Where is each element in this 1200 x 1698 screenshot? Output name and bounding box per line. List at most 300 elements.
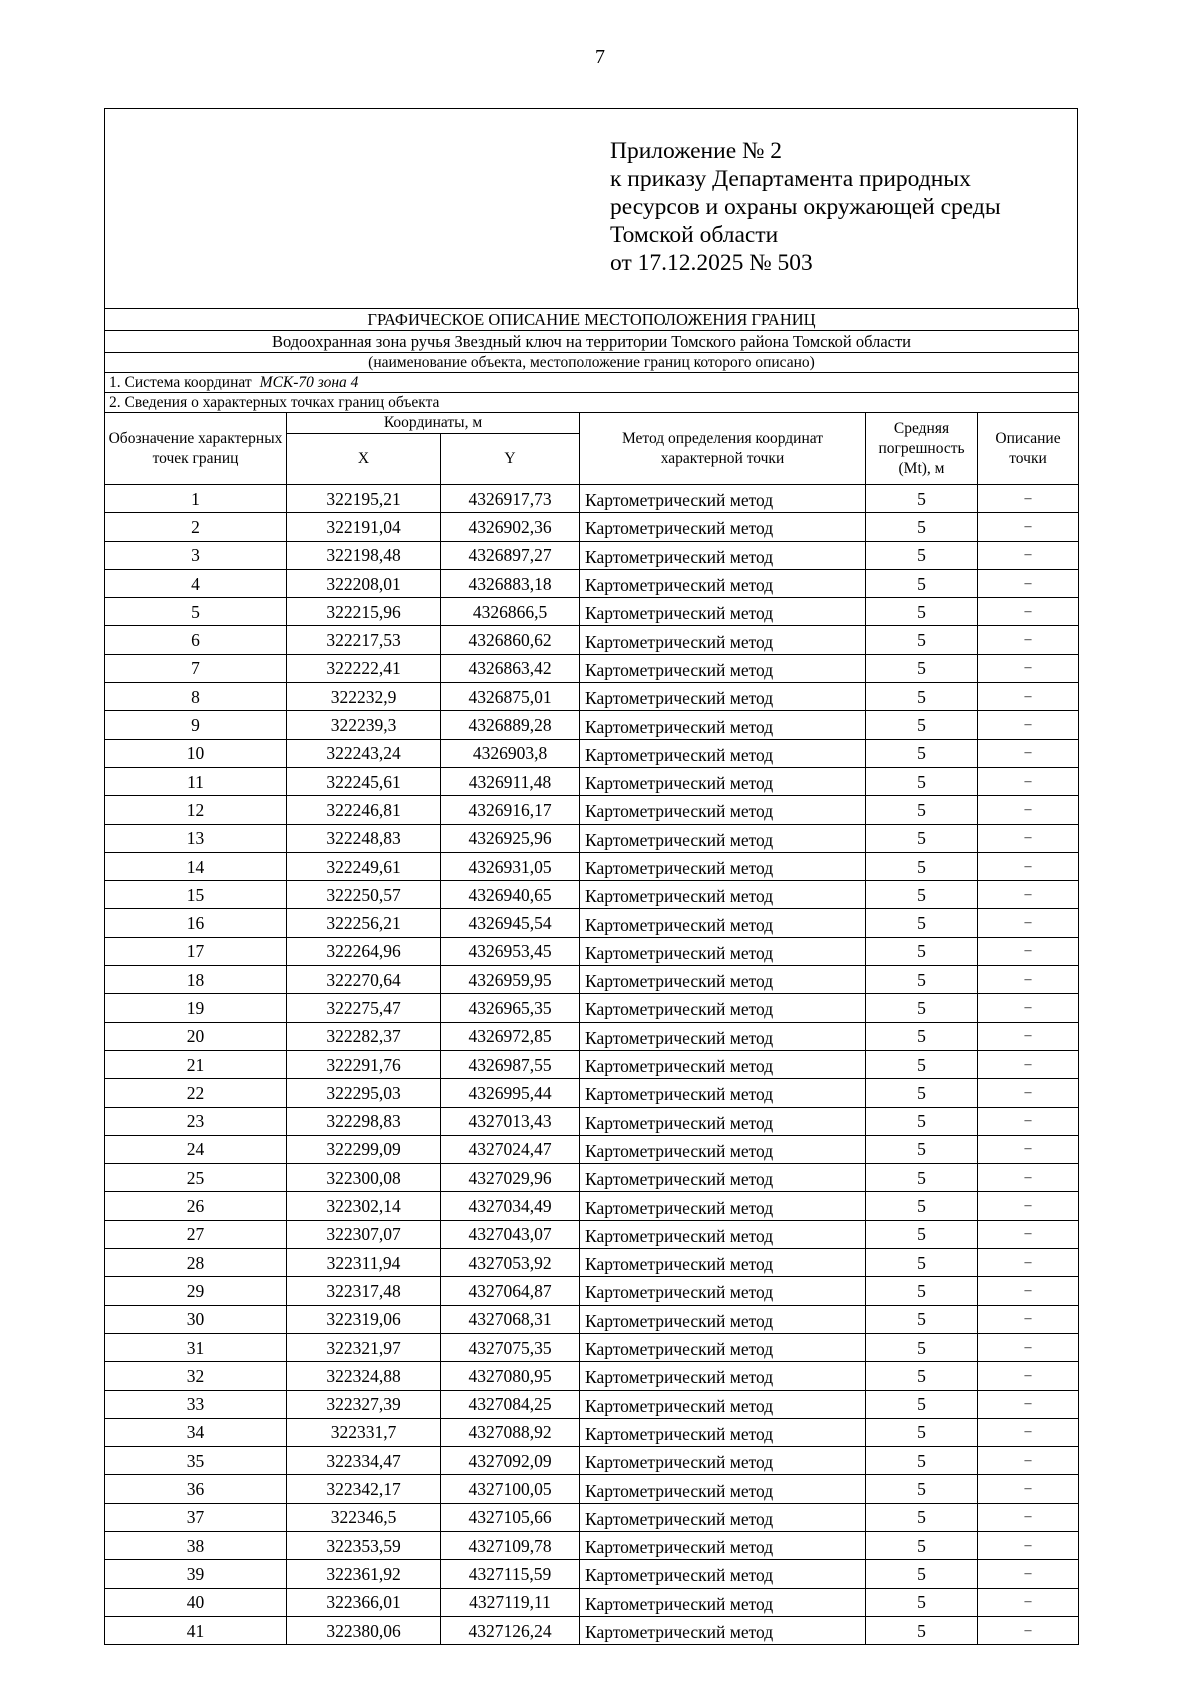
document-frame bbox=[104, 108, 1078, 1645]
table-row bbox=[105, 1079, 1079, 1107]
cell-accuracy: 5 bbox=[866, 654, 978, 682]
cell-description: – bbox=[978, 1616, 1079, 1644]
cell-point-number: 12 bbox=[105, 796, 287, 824]
cell-point-number: 1 bbox=[105, 485, 287, 513]
cell-point-number: 14 bbox=[105, 852, 287, 880]
cell-description: – bbox=[978, 1192, 1079, 1220]
table-row bbox=[105, 1107, 1079, 1135]
object-name-note: (наименование объекта, местоположение границ которого описано) bbox=[105, 353, 1079, 373]
cell-method: Картометрический метод bbox=[580, 1418, 866, 1446]
cell-coord-x: 322275,47 bbox=[287, 994, 441, 1022]
cell-coord-x: 322222,41 bbox=[287, 654, 441, 682]
cell-coord-x: 322249,61 bbox=[287, 852, 441, 880]
approval-line: к приказу Департамента природных bbox=[610, 166, 971, 192]
cell-coord-y: 4327080,95 bbox=[441, 1362, 580, 1390]
cell-point-number: 11 bbox=[105, 767, 287, 795]
cell-point-number: 20 bbox=[105, 1022, 287, 1050]
cell-description: – bbox=[978, 1531, 1079, 1559]
table-row bbox=[105, 824, 1079, 852]
cell-method: Картометрический метод bbox=[580, 1588, 866, 1616]
cell-coord-y: 4327115,59 bbox=[441, 1560, 580, 1588]
cell-accuracy: 5 bbox=[866, 1362, 978, 1390]
cell-coord-x: 322245,61 bbox=[287, 767, 441, 795]
cell-description: – bbox=[978, 1503, 1079, 1531]
cell-description: – bbox=[978, 1475, 1079, 1503]
approval-line: от 17.12.2025 № 503 bbox=[610, 250, 813, 276]
cell-description: – bbox=[978, 598, 1079, 626]
table-row bbox=[105, 1220, 1079, 1248]
boundary-points-table bbox=[104, 308, 1079, 1645]
cell-accuracy: 5 bbox=[866, 626, 978, 654]
cell-coord-y: 4326925,96 bbox=[441, 824, 580, 852]
approval-line: Приложение № 2 bbox=[610, 138, 783, 164]
cell-description: – bbox=[978, 852, 1079, 880]
cell-accuracy: 5 bbox=[866, 1220, 978, 1248]
cell-method: Картометрический метод bbox=[580, 1192, 866, 1220]
cell-point-number: 30 bbox=[105, 1305, 287, 1333]
cell-point-number: 17 bbox=[105, 937, 287, 965]
cell-point-number: 2 bbox=[105, 513, 287, 541]
table-row bbox=[105, 1192, 1079, 1220]
cell-accuracy: 5 bbox=[866, 1531, 978, 1559]
cell-description: – bbox=[978, 1135, 1079, 1163]
cell-method: Картометрический метод bbox=[580, 485, 866, 513]
cell-method: Картометрический метод bbox=[580, 1249, 866, 1277]
cell-point-number: 7 bbox=[105, 654, 287, 682]
table-row bbox=[105, 1305, 1079, 1333]
cell-accuracy: 5 bbox=[866, 1249, 978, 1277]
cell-accuracy: 5 bbox=[866, 909, 978, 937]
cell-coord-y: 4327013,43 bbox=[441, 1107, 580, 1135]
cell-point-number: 41 bbox=[105, 1616, 287, 1644]
cell-coord-x: 322198,48 bbox=[287, 541, 441, 569]
cell-accuracy: 5 bbox=[866, 513, 978, 541]
cell-description: – bbox=[978, 1305, 1079, 1333]
cell-coord-x: 322300,08 bbox=[287, 1164, 441, 1192]
cell-coord-x: 322246,81 bbox=[287, 796, 441, 824]
cell-point-number: 32 bbox=[105, 1362, 287, 1390]
cell-coord-y: 4327029,96 bbox=[441, 1164, 580, 1192]
cell-description: – bbox=[978, 683, 1079, 711]
cell-coord-x: 322319,06 bbox=[287, 1305, 441, 1333]
cell-point-number: 29 bbox=[105, 1277, 287, 1305]
cell-coord-x: 322208,01 bbox=[287, 569, 441, 597]
cell-point-number: 8 bbox=[105, 683, 287, 711]
cell-description: – bbox=[978, 1107, 1079, 1135]
cell-description: – bbox=[978, 966, 1079, 994]
cell-method: Картометрический метод bbox=[580, 654, 866, 682]
cell-coord-y: 4327068,31 bbox=[441, 1305, 580, 1333]
cell-coord-y: 4327024,47 bbox=[441, 1135, 580, 1163]
cell-description: – bbox=[978, 1050, 1079, 1078]
cell-coord-x: 322302,14 bbox=[287, 1192, 441, 1220]
cell-point-number: 25 bbox=[105, 1164, 287, 1192]
cell-coord-x: 322256,21 bbox=[287, 909, 441, 937]
cell-coord-y: 4327105,66 bbox=[441, 1503, 580, 1531]
cell-method: Картометрический метод bbox=[580, 513, 866, 541]
table-row bbox=[105, 1390, 1079, 1418]
cell-method: Картометрический метод bbox=[580, 711, 866, 739]
table-row bbox=[105, 1616, 1079, 1644]
table-row bbox=[105, 1249, 1079, 1277]
cell-accuracy: 5 bbox=[866, 1333, 978, 1361]
table-row bbox=[105, 852, 1079, 880]
cell-coord-y: 4326902,36 bbox=[441, 513, 580, 541]
cell-coord-y: 4327088,92 bbox=[441, 1418, 580, 1446]
cell-accuracy: 5 bbox=[866, 852, 978, 880]
table-row bbox=[105, 966, 1079, 994]
cell-method: Картометрический метод bbox=[580, 852, 866, 880]
cell-point-number: 39 bbox=[105, 1560, 287, 1588]
cell-description: – bbox=[978, 1022, 1079, 1050]
cell-coord-x: 322215,96 bbox=[287, 598, 441, 626]
table-row bbox=[105, 767, 1079, 795]
cell-coord-x: 322321,97 bbox=[287, 1333, 441, 1361]
cell-coord-x: 322331,7 bbox=[287, 1418, 441, 1446]
table-row bbox=[105, 1164, 1079, 1192]
cell-description: – bbox=[978, 1164, 1079, 1192]
cell-method: Картометрический метод bbox=[580, 1531, 866, 1559]
cell-accuracy: 5 bbox=[866, 1107, 978, 1135]
approval-line: ресурсов и охраны окружающей среды bbox=[610, 194, 1001, 220]
cell-coord-y: 4327119,11 bbox=[441, 1588, 580, 1616]
cell-coord-y: 4326972,85 bbox=[441, 1022, 580, 1050]
cell-coord-y: 4326916,17 bbox=[441, 796, 580, 824]
cell-coord-x: 322195,21 bbox=[287, 485, 441, 513]
cell-description: – bbox=[978, 994, 1079, 1022]
cell-coord-x: 322380,06 bbox=[287, 1616, 441, 1644]
cell-coord-x: 322243,24 bbox=[287, 739, 441, 767]
cell-method: Картометрический метод bbox=[580, 739, 866, 767]
cell-coord-x: 322191,04 bbox=[287, 513, 441, 541]
table-row bbox=[105, 937, 1079, 965]
cell-coord-y: 4326889,28 bbox=[441, 711, 580, 739]
table-row bbox=[105, 1447, 1079, 1475]
cell-method: Картометрический метод bbox=[580, 683, 866, 711]
cell-accuracy: 5 bbox=[866, 1135, 978, 1163]
cell-accuracy: 5 bbox=[866, 1390, 978, 1418]
cell-point-number: 38 bbox=[105, 1531, 287, 1559]
cell-accuracy: 5 bbox=[866, 1022, 978, 1050]
table-row bbox=[105, 1333, 1079, 1361]
cell-coord-x: 322299,09 bbox=[287, 1135, 441, 1163]
cell-accuracy: 5 bbox=[866, 569, 978, 597]
cell-coord-x: 322317,48 bbox=[287, 1277, 441, 1305]
column-header-description: Описание точки bbox=[978, 413, 1079, 485]
cell-coord-x: 322264,96 bbox=[287, 937, 441, 965]
cell-accuracy: 5 bbox=[866, 1447, 978, 1475]
cell-description: – bbox=[978, 626, 1079, 654]
table-row bbox=[105, 1050, 1079, 1078]
cell-method: Картометрический метод bbox=[580, 1107, 866, 1135]
cell-method: Картометрический метод bbox=[580, 966, 866, 994]
cell-method: Картометрический метод bbox=[580, 1447, 866, 1475]
cell-coord-y: 4326953,45 bbox=[441, 937, 580, 965]
cell-accuracy: 5 bbox=[866, 1588, 978, 1616]
cell-point-number: 19 bbox=[105, 994, 287, 1022]
cell-coord-x: 322361,92 bbox=[287, 1560, 441, 1588]
cell-coord-x: 322298,83 bbox=[287, 1107, 441, 1135]
cell-description: – bbox=[978, 1277, 1079, 1305]
cell-accuracy: 5 bbox=[866, 739, 978, 767]
cell-point-number: 21 bbox=[105, 1050, 287, 1078]
cell-method: Картометрический метод bbox=[580, 796, 866, 824]
cell-method: Картометрический метод bbox=[580, 1305, 866, 1333]
cell-description: – bbox=[978, 541, 1079, 569]
table-row bbox=[105, 796, 1079, 824]
cell-description: – bbox=[978, 1560, 1079, 1588]
table-row bbox=[105, 994, 1079, 1022]
cell-coord-y: 4326866,5 bbox=[441, 598, 580, 626]
cell-coord-x: 322291,76 bbox=[287, 1050, 441, 1078]
cell-coord-x: 322307,07 bbox=[287, 1220, 441, 1248]
cell-description: – bbox=[978, 1588, 1079, 1616]
table-row bbox=[105, 1022, 1079, 1050]
column-header-method: Метод определения координат характерной точки bbox=[580, 413, 866, 485]
cell-coord-x: 322353,59 bbox=[287, 1531, 441, 1559]
table-row bbox=[105, 569, 1079, 597]
cell-accuracy: 5 bbox=[866, 1418, 978, 1446]
table-row bbox=[105, 1475, 1079, 1503]
cell-point-number: 28 bbox=[105, 1249, 287, 1277]
cell-method: Картометрический метод bbox=[580, 1079, 866, 1107]
cell-accuracy: 5 bbox=[866, 767, 978, 795]
table-row bbox=[105, 654, 1079, 682]
cell-coord-x: 322232,9 bbox=[287, 683, 441, 711]
cell-coord-y: 4327126,24 bbox=[441, 1616, 580, 1644]
cell-coord-y: 4327053,92 bbox=[441, 1249, 580, 1277]
coordinate-system-label: 1. Система координат bbox=[109, 373, 252, 391]
table-row bbox=[105, 1503, 1079, 1531]
cell-accuracy: 5 bbox=[866, 881, 978, 909]
table-row bbox=[105, 909, 1079, 937]
cell-accuracy: 5 bbox=[866, 1560, 978, 1588]
cell-coord-x: 322346,5 bbox=[287, 1503, 441, 1531]
cell-coord-x: 322239,3 bbox=[287, 711, 441, 739]
column-header-point: Обозначение характерных точек границ bbox=[105, 413, 287, 485]
cell-method: Картометрический метод bbox=[580, 1050, 866, 1078]
cell-coord-y: 4327034,49 bbox=[441, 1192, 580, 1220]
cell-accuracy: 5 bbox=[866, 1503, 978, 1531]
column-header-coords: Координаты, м bbox=[287, 413, 580, 434]
approval-stamp-text bbox=[610, 137, 1001, 277]
cell-description: – bbox=[978, 937, 1079, 965]
cell-coord-y: 4326959,95 bbox=[441, 966, 580, 994]
cell-method: Картометрический метод bbox=[580, 1390, 866, 1418]
cell-description: – bbox=[978, 569, 1079, 597]
cell-coord-x: 322342,17 bbox=[287, 1475, 441, 1503]
cell-method: Картометрический метод bbox=[580, 1333, 866, 1361]
cell-method: Картометрический метод bbox=[580, 1135, 866, 1163]
cell-coord-x: 322311,94 bbox=[287, 1249, 441, 1277]
table-row bbox=[105, 1531, 1079, 1559]
cell-method: Картометрический метод bbox=[580, 1220, 866, 1248]
points-section-title: 2. Сведения о характерных точках границ объекта bbox=[105, 393, 1079, 413]
cell-point-number: 13 bbox=[105, 824, 287, 852]
table-row bbox=[105, 711, 1079, 739]
cell-method: Картометрический метод bbox=[580, 1475, 866, 1503]
column-header-x: X bbox=[287, 434, 441, 485]
table-row bbox=[105, 513, 1079, 541]
cell-coord-y: 4326863,42 bbox=[441, 654, 580, 682]
cell-method: Картометрический метод bbox=[580, 1362, 866, 1390]
cell-description: – bbox=[978, 796, 1079, 824]
cell-method: Картометрический метод bbox=[580, 824, 866, 852]
cell-point-number: 37 bbox=[105, 1503, 287, 1531]
object-name: Водоохранная зона ручья Звездный ключ на территории Томского района Томской области bbox=[105, 331, 1079, 353]
cell-method: Картометрический метод bbox=[580, 1022, 866, 1050]
cell-description: – bbox=[978, 711, 1079, 739]
cell-description: – bbox=[978, 1220, 1079, 1248]
cell-accuracy: 5 bbox=[866, 937, 978, 965]
cell-method: Картометрический метод bbox=[580, 1503, 866, 1531]
cell-coord-x: 322248,83 bbox=[287, 824, 441, 852]
cell-point-number: 5 bbox=[105, 598, 287, 626]
cell-accuracy: 5 bbox=[866, 683, 978, 711]
column-header-y: Y bbox=[441, 434, 580, 485]
table-row bbox=[105, 485, 1079, 513]
cell-point-number: 16 bbox=[105, 909, 287, 937]
cell-method: Картометрический метод bbox=[580, 767, 866, 795]
cell-description: – bbox=[978, 1447, 1079, 1475]
approval-line: Томской области bbox=[610, 222, 779, 248]
cell-description: – bbox=[978, 881, 1079, 909]
cell-method: Картометрический метод bbox=[580, 881, 866, 909]
cell-accuracy: 5 bbox=[866, 796, 978, 824]
cell-point-number: 35 bbox=[105, 1447, 287, 1475]
cell-point-number: 33 bbox=[105, 1390, 287, 1418]
section-heading: ГРАФИЧЕСКОЕ ОПИСАНИЕ МЕСТОПОЛОЖЕНИЯ ГРАНИЦ bbox=[105, 309, 1079, 331]
cell-method: Картометрический метод bbox=[580, 1277, 866, 1305]
cell-coord-x: 322295,03 bbox=[287, 1079, 441, 1107]
cell-description: – bbox=[978, 739, 1079, 767]
cell-coord-x: 322366,01 bbox=[287, 1588, 441, 1616]
cell-accuracy: 5 bbox=[866, 598, 978, 626]
cell-coord-y: 4326945,54 bbox=[441, 909, 580, 937]
table-row bbox=[105, 541, 1079, 569]
cell-description: – bbox=[978, 1390, 1079, 1418]
cell-coord-y: 4327064,87 bbox=[441, 1277, 580, 1305]
cell-coord-y: 4327109,78 bbox=[441, 1531, 580, 1559]
cell-accuracy: 5 bbox=[866, 994, 978, 1022]
cell-coord-y: 4326917,73 bbox=[441, 485, 580, 513]
cell-coord-y: 4326883,18 bbox=[441, 569, 580, 597]
cell-coord-x: 322334,47 bbox=[287, 1447, 441, 1475]
cell-point-number: 27 bbox=[105, 1220, 287, 1248]
cell-point-number: 6 bbox=[105, 626, 287, 654]
table-row bbox=[105, 739, 1079, 767]
cell-accuracy: 5 bbox=[866, 485, 978, 513]
table-row bbox=[105, 626, 1079, 654]
cell-description: – bbox=[978, 824, 1079, 852]
cell-description: – bbox=[978, 909, 1079, 937]
cell-point-number: 24 bbox=[105, 1135, 287, 1163]
coordinate-system-value: МСК-70 зона 4 bbox=[259, 373, 359, 391]
cell-point-number: 15 bbox=[105, 881, 287, 909]
cell-description: – bbox=[978, 1418, 1079, 1446]
cell-point-number: 9 bbox=[105, 711, 287, 739]
cell-point-number: 31 bbox=[105, 1333, 287, 1361]
cell-coord-x: 322327,39 bbox=[287, 1390, 441, 1418]
cell-method: Картометрический метод bbox=[580, 994, 866, 1022]
table-row bbox=[105, 881, 1079, 909]
cell-coord-y: 4327084,25 bbox=[441, 1390, 580, 1418]
cell-coord-x: 322324,88 bbox=[287, 1362, 441, 1390]
cell-method: Картометрический метод bbox=[580, 1560, 866, 1588]
table-row bbox=[105, 1418, 1079, 1446]
cell-accuracy: 5 bbox=[866, 1616, 978, 1644]
cell-method: Картометрический метод bbox=[580, 1616, 866, 1644]
cell-point-number: 23 bbox=[105, 1107, 287, 1135]
cell-description: – bbox=[978, 767, 1079, 795]
column-header-accuracy: Средняя погрешность (Mt), м bbox=[866, 413, 978, 485]
cell-coord-x: 322282,37 bbox=[287, 1022, 441, 1050]
cell-description: – bbox=[978, 654, 1079, 682]
cell-method: Картометрический метод bbox=[580, 909, 866, 937]
cell-method: Картометрический метод bbox=[580, 541, 866, 569]
cell-coord-y: 4326965,35 bbox=[441, 994, 580, 1022]
cell-coord-y: 4326987,55 bbox=[441, 1050, 580, 1078]
cell-coord-y: 4327043,07 bbox=[441, 1220, 580, 1248]
cell-point-number: 22 bbox=[105, 1079, 287, 1107]
cell-coord-y: 4326940,65 bbox=[441, 881, 580, 909]
cell-point-number: 4 bbox=[105, 569, 287, 597]
cell-description: – bbox=[978, 1333, 1079, 1361]
cell-coord-y: 4326875,01 bbox=[441, 683, 580, 711]
table-row bbox=[105, 1588, 1079, 1616]
cell-coord-y: 4326911,48 bbox=[441, 767, 580, 795]
table-row bbox=[105, 1560, 1079, 1588]
cell-coord-y: 4326860,62 bbox=[441, 626, 580, 654]
cell-accuracy: 5 bbox=[866, 541, 978, 569]
cell-method: Картометрический метод bbox=[580, 937, 866, 965]
cell-coord-y: 4326931,05 bbox=[441, 852, 580, 880]
cell-point-number: 18 bbox=[105, 966, 287, 994]
cell-accuracy: 5 bbox=[866, 1192, 978, 1220]
table-row bbox=[105, 1362, 1079, 1390]
cell-method: Картометрический метод bbox=[580, 598, 866, 626]
cell-accuracy: 5 bbox=[866, 1475, 978, 1503]
cell-coord-x: 322217,53 bbox=[287, 626, 441, 654]
cell-point-number: 10 bbox=[105, 739, 287, 767]
coordinate-system bbox=[105, 373, 1079, 393]
cell-accuracy: 5 bbox=[866, 1305, 978, 1333]
cell-description: – bbox=[978, 1249, 1079, 1277]
approval-header-box bbox=[104, 108, 1078, 308]
cell-accuracy: 5 bbox=[866, 824, 978, 852]
cell-description: – bbox=[978, 513, 1079, 541]
cell-coord-y: 4326995,44 bbox=[441, 1079, 580, 1107]
cell-method: Картометрический метод bbox=[580, 1164, 866, 1192]
cell-coord-y: 4327100,05 bbox=[441, 1475, 580, 1503]
cell-accuracy: 5 bbox=[866, 711, 978, 739]
cell-coord-x: 322270,64 bbox=[287, 966, 441, 994]
cell-point-number: 40 bbox=[105, 1588, 287, 1616]
cell-description: – bbox=[978, 1079, 1079, 1107]
cell-coord-y: 4326903,8 bbox=[441, 739, 580, 767]
cell-accuracy: 5 bbox=[866, 966, 978, 994]
cell-method: Картометрический метод bbox=[580, 626, 866, 654]
cell-accuracy: 5 bbox=[866, 1164, 978, 1192]
cell-description: – bbox=[978, 485, 1079, 513]
cell-accuracy: 5 bbox=[866, 1277, 978, 1305]
cell-description: – bbox=[978, 1362, 1079, 1390]
table-row bbox=[105, 598, 1079, 626]
cell-coord-y: 4327092,09 bbox=[441, 1447, 580, 1475]
cell-point-number: 26 bbox=[105, 1192, 287, 1220]
cell-coord-y: 4327075,35 bbox=[441, 1333, 580, 1361]
table-row bbox=[105, 683, 1079, 711]
